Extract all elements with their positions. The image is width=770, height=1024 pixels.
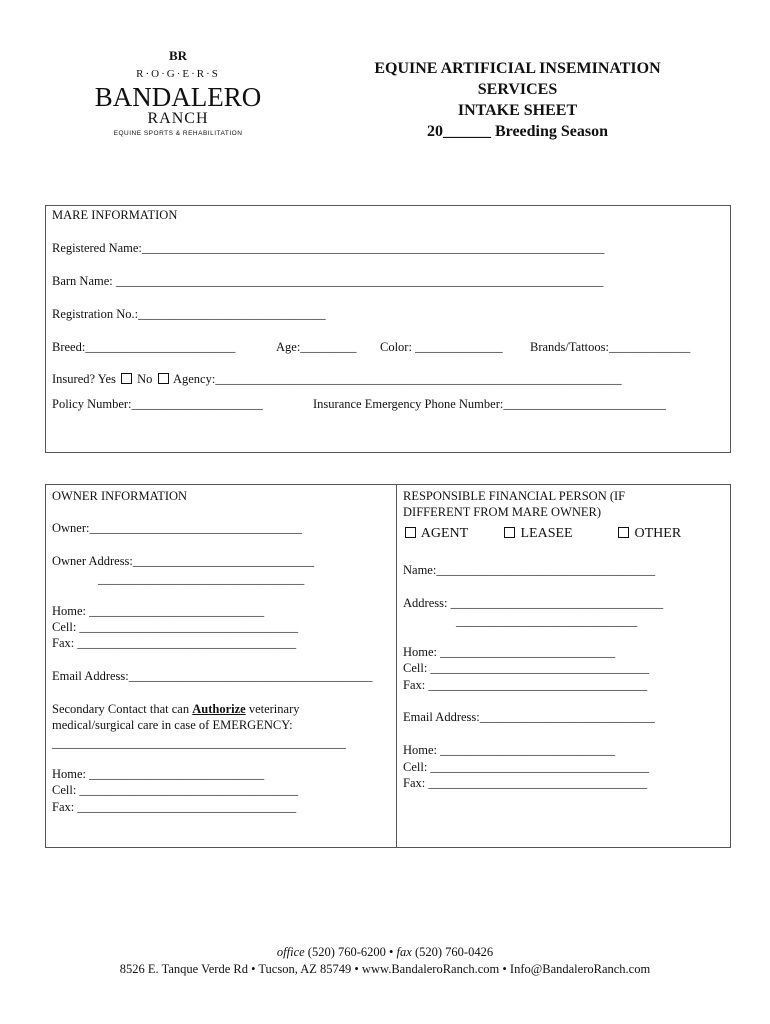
logo-tagline: EQUINE SPORTS & REHABILITATION (113, 130, 243, 137)
footer-contact-line (0, 944, 770, 961)
owner-address-line-2[interactable]: _________________________________ (98, 572, 305, 586)
financial-heading-1: RESPONSIBLE FINANCIAL PERSON (IF (403, 489, 626, 503)
title-line-4: 20______ Breeding Season (426, 123, 609, 140)
secondary-contact-label-2: medical/surgical care in case of EMERGENCY: (52, 718, 293, 732)
footer-office-phone: (520) 760-6200 • (304, 945, 397, 959)
financial-heading-2: DIFFERENT FROM MARE OWNER) (403, 505, 602, 519)
age-field[interactable]: Age:_________ (276, 340, 357, 354)
logo-rogers: R·O·G·E·R·S (136, 68, 220, 80)
secondary-contact-label (52, 701, 300, 717)
agent-checkbox[interactable] (405, 527, 416, 538)
insured-label: Insured? Yes (52, 372, 116, 386)
owner-home-phone-field[interactable]: Home: ____________________________ (52, 604, 265, 618)
financial-cell-phone-2-field[interactable]: Cell: ___________________________________ (403, 760, 650, 774)
insured-yes-checkbox[interactable] (121, 373, 132, 384)
mare-heading: MARE INFORMATION (52, 208, 178, 222)
owner-fax-field[interactable]: Fax: ___________________________________ (52, 636, 297, 650)
financial-email-field[interactable]: Email Address:____________________________ (403, 710, 655, 724)
owner-name-field[interactable]: Owner:__________________________________ (52, 521, 302, 535)
secondary-contact-field[interactable]: _______________________________________________ (52, 736, 346, 750)
barn-name-field[interactable]: Barn Name: ______________________________________________________________________________ (52, 274, 604, 288)
secondary-contact-pre: Secondary Contact that can (52, 702, 193, 716)
page-title (340, 58, 695, 142)
secondary-home-phone-field[interactable]: Home: ____________________________ (52, 767, 265, 781)
breed-field[interactable]: Breed:________________________ (52, 340, 236, 354)
owner-heading: OWNER INFORMATION (52, 489, 188, 503)
other-option (616, 525, 681, 543)
color-field[interactable]: Color: ______________ (380, 340, 503, 354)
leasee-option (502, 525, 573, 543)
secondary-contact-post: veterinary (245, 702, 300, 716)
secondary-cell-phone-field[interactable]: Cell: ___________________________________ (52, 783, 299, 797)
registration-number-field[interactable]: Registration No.:______________________________ (52, 307, 326, 321)
secondary-fax-field[interactable]: Fax: ___________________________________ (52, 800, 297, 814)
insured-no-label: No (137, 372, 153, 386)
financial-home-phone-field[interactable]: Home: ____________________________ (403, 645, 616, 659)
logo-ranch: RANCH (147, 110, 209, 127)
agency-field[interactable]: Agency:_________________________________________________________________ (172, 372, 622, 386)
footer-fax-label: fax (396, 945, 412, 959)
ranch-logo (88, 48, 268, 140)
owner-cell-phone-field[interactable]: Cell: ___________________________________ (52, 620, 299, 634)
leasee-checkbox[interactable] (504, 527, 515, 538)
financial-type-options (403, 525, 468, 543)
title-line-3: INTAKE SHEET (457, 102, 578, 119)
financial-address-line-2[interactable]: _____________________________ (456, 614, 638, 628)
secondary-contact-authorize: Authorize (192, 702, 246, 716)
section-divider (396, 484, 397, 847)
footer-office-label: office (276, 945, 305, 959)
other-label: OTHER (634, 526, 682, 541)
insured-no-checkbox[interactable] (158, 373, 169, 384)
brands-tattoos-field[interactable]: Brands/Tattoos:_____________ (530, 340, 691, 354)
insured-row (52, 371, 622, 387)
financial-fax-2-field[interactable]: Fax: ___________________________________ (403, 776, 648, 790)
leasee-label: LEASEE (520, 526, 573, 541)
logo-monogram: BR (168, 48, 188, 63)
logo-bandalero: BANDALERO (94, 82, 262, 112)
other-checkbox[interactable] (618, 527, 629, 538)
registered-name-field[interactable]: Registered Name:__________________________________________________________________________ (52, 241, 605, 255)
financial-name-field[interactable]: Name:___________________________________ (403, 563, 656, 577)
financial-fax-field[interactable]: Fax: ___________________________________ (403, 678, 648, 692)
owner-email-field[interactable]: Email Address:_______________________________________ (52, 669, 373, 683)
title-line-2: SERVICES (477, 81, 558, 98)
footer-fax-phone: (520) 760-0426 (411, 945, 494, 959)
financial-address-field[interactable]: Address: __________________________________ (403, 596, 664, 610)
title-line-1: EQUINE ARTIFICIAL INSEMINATION (374, 60, 661, 77)
financial-cell-phone-field[interactable]: Cell: ___________________________________ (403, 661, 650, 675)
agent-label: AGENT (420, 526, 469, 541)
financial-home-phone-2-field[interactable]: Home: ____________________________ (403, 743, 616, 757)
insurance-phone-field[interactable]: Insurance Emergency Phone Number:__________________________ (313, 397, 666, 411)
policy-number-field[interactable]: Policy Number:_____________________ (52, 397, 263, 411)
owner-address-field[interactable]: Owner Address:_____________________________ (52, 554, 315, 568)
footer-address-line: 8526 E. Tanque Verde Rd • Tucson, AZ 85749 • www.BandaleroRanch.com • Info@BandaleroRanch.com (119, 962, 651, 976)
